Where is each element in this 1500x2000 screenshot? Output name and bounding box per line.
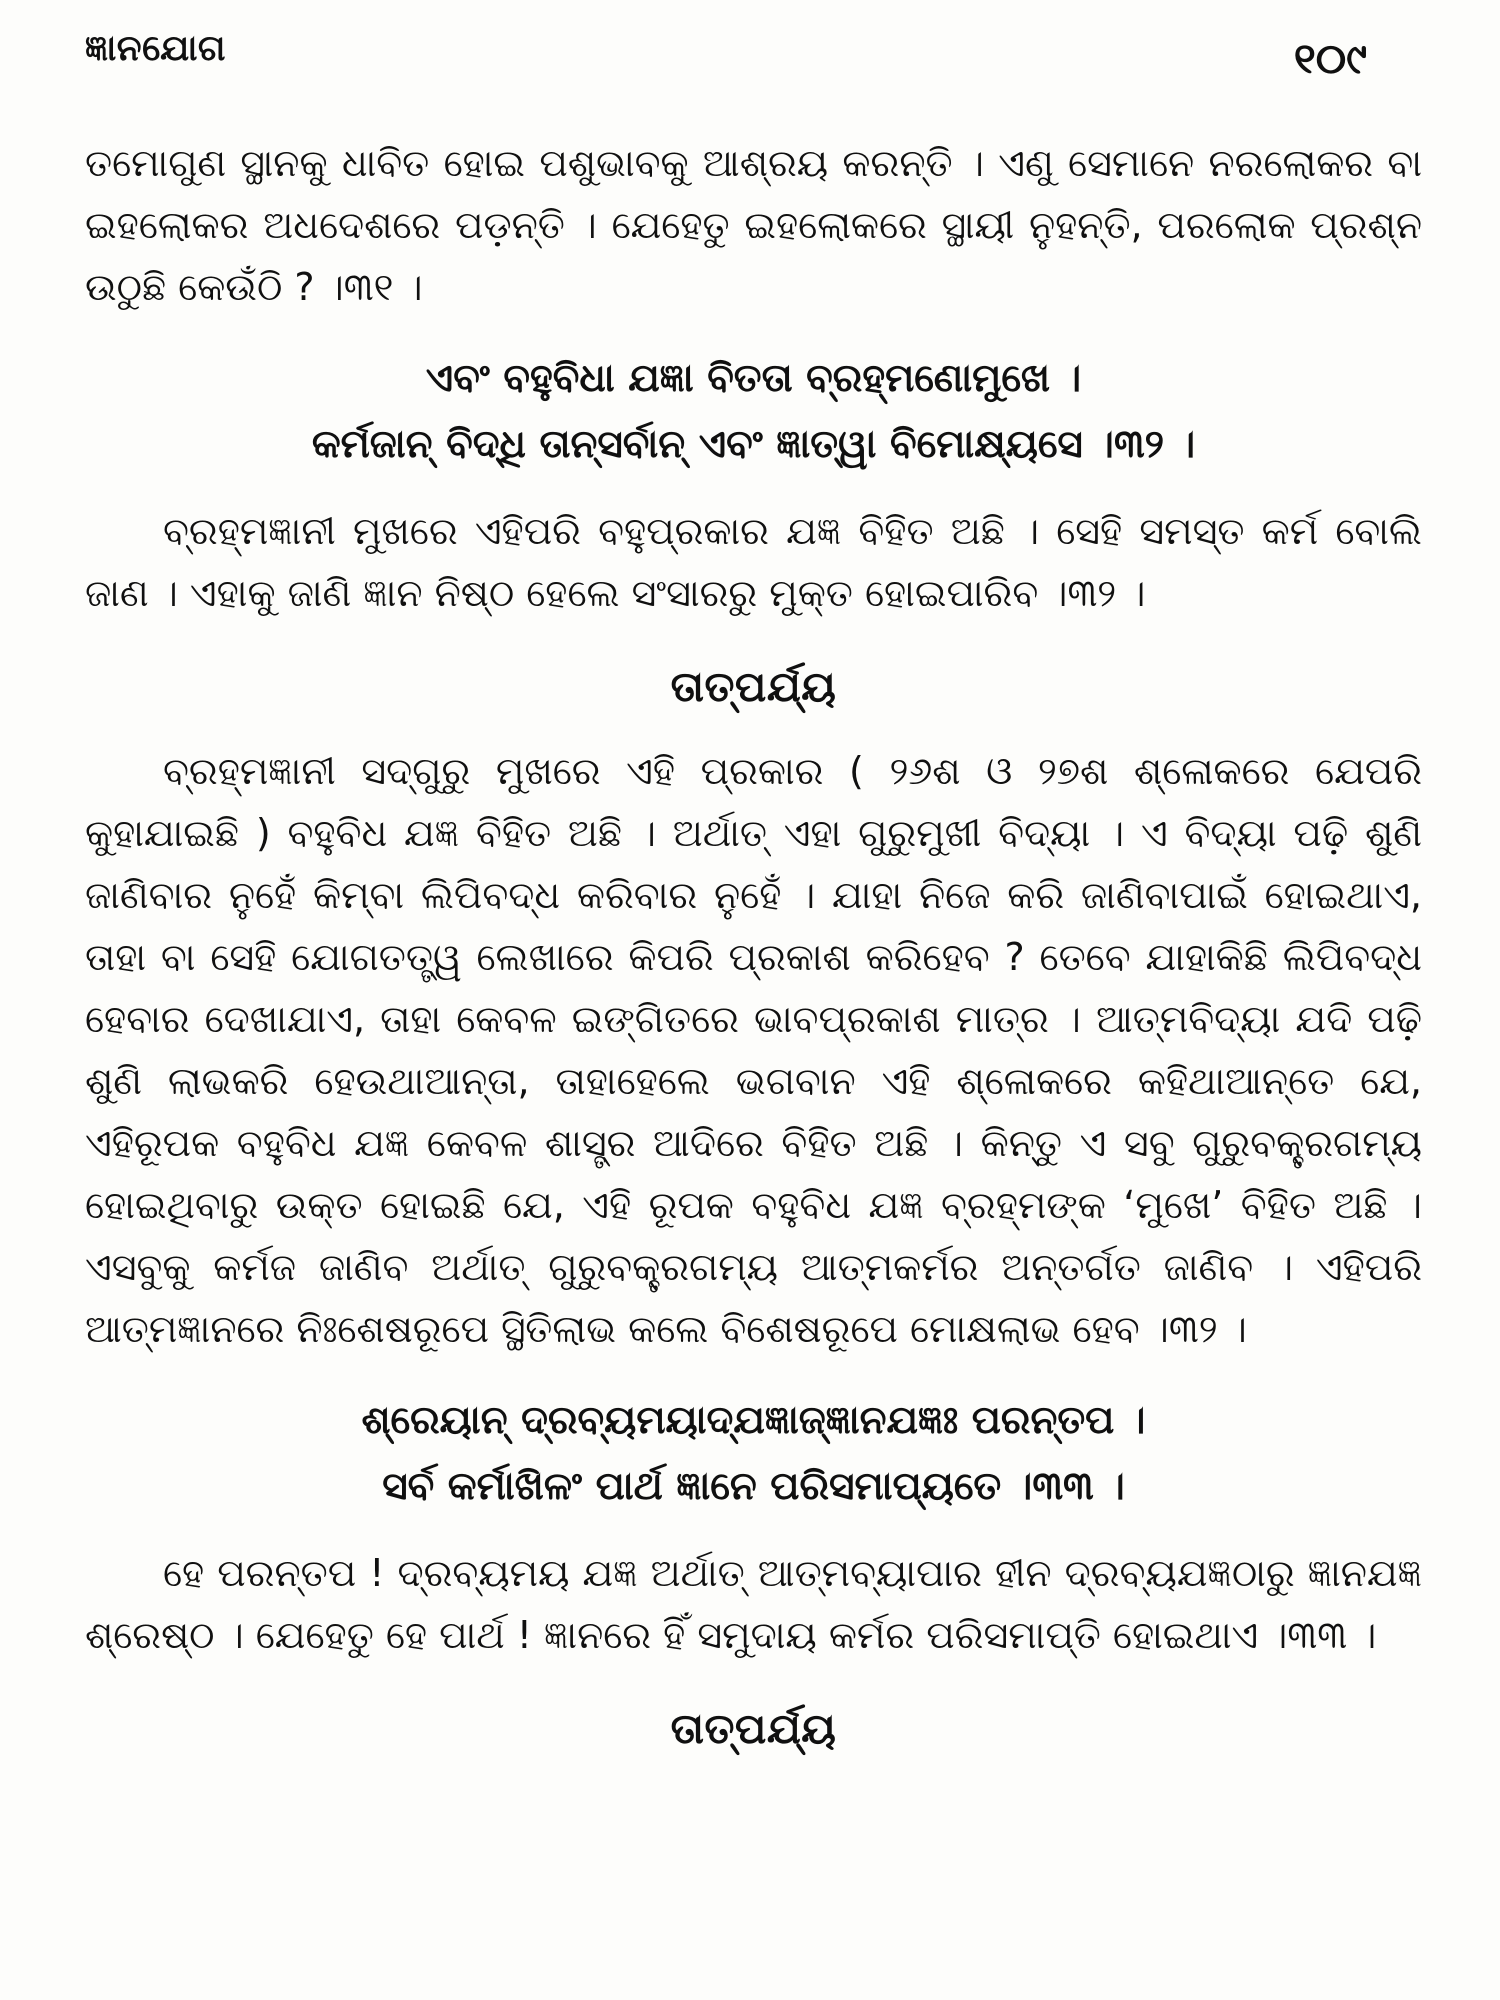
paragraph-tatparya-32: ବ୍ରହ୍ମଜ୍ଞାନୀ ସଦ୍‌ଗୁରୁ ମୁଖରେ ଏହି ପ୍ରକାର ( ୨୬ଶ ଓ ୨୭ଶ ଶ୍ଳୋକରେ ଯେପରି କୁହାଯାଇଛି ) ବହୁବିଧ ଯଜ୍ଞ ବିହିତ ଅଛି । ଅର୍ଥାତ୍ ଏହା ଗୁରୁମୁଖୀ ବିଦ୍ୟା । ଏ ବିଦ୍ୟା ପଢ଼ି ଶୁଣି ଜାଣିବାର ନୁହେଁ କିମ୍ବା ଲିପିବଦ୍ଧ କରିବାର ନୁହେଁ । ଯାହା ନିଜେ କରି ଜାଣିବାପାଇଁ ହୋଇଥାଏ, ତାହା ବା ସେହି ଯୋଗତତ୍ତ୍ୱ ଲେଖାରେ କିପରି ପ୍ରକାଶ କରିହେବ ? ତେବେ ଯାହାକିଛି ଲିପିବଦ୍ଧ ହେବାର ଦେଖାଯାଏ, ତାହା କେବଳ ଇଙ୍ଗିତରେ ଭାବପ୍ରକାଶ ମାତ୍ର । ଆତ୍ମବିଦ୍ୟା ଯଦି ପଢ଼ି ଶୁଣି ଲାଭକରି ହେଉଥାଆନ୍ତା, ତାହାହେଲେ ଭଗବାନ ଏହି ଶ୍ଳୋକରେ କହିଥାଆନ୍ତେ ଯେ, ଏହିରୂପକ ବହୁବିଧ ଯଜ୍ଞ କେବଳ ଶାସ୍ତ୍ର ଆଦିରେ ବିହିତ ଅଛି । କିନ୍ତୁ ଏ ସବୁ ଗୁରୁବକ୍ତ୍ରଗମ୍ୟ ହୋଇଥିବାରୁ ଉକ୍ତ ହୋଇଛି ଯେ, ଏହି ରୂପକ ବହୁବିଧ ଯଜ୍ଞ ବ୍ରହ୍ମଙ୍କ ‘ମୁଖେ’ ବିହିତ ଅଛି । ଏସବୁକୁ କର୍ମଜ ଜାଣିବ ଅର୍ଥାତ୍ ଗୁରୁବକ୍ତ୍ରଗମ୍ୟ ଆତ୍ମକର୍ମର ଅନ୍ତର୍ଗତ ଜାଣିବ । ଏହିପରି ଆତ୍ମଜ୍ଞାନରେ ନିଃଶେଷରୂପେ ସ୍ଥିତିଲାଭ କଲେ ବିଶେଷରୂପେ ମୋକ୍ଷଲାଭ ହେବ ।୩୨ ।: [85, 749, 1422, 1351]
running-title: ଜ୍ଞାନଯୋଗ: [85, 28, 227, 69]
heading-tatparya-33: ତାତ୍ପର୍ଯ୍ୟ: [670, 1704, 837, 1753]
shloka-33: [85, 1388, 1422, 1520]
shloka-32: [85, 346, 1422, 478]
paragraph-verse-32-translation: ବ୍ରହ୍ମଜ୍ଞାନୀ ମୁଖରେ ଏହିପରି ବହୁପ୍ରକାର ଯଜ୍ଞ ବିହିତ ଅଛି । ସେହି ସମସ୍ତ କର୍ମ ବୋଲି ଜାଣ । ଏହାକୁ ଜାଣି ଜ୍ଞାନ ନିଷ୍ଠ ହେଲେ ସଂସାରରୁ ମୁକ୍ତ ହୋଇପାରିବ ।୩୨ ।: [85, 509, 1422, 615]
paragraph-verse-33-translation: ହେ ପରନ୍ତପ ! ଦ୍ରବ୍ୟମୟ ଯଜ୍ଞ ଅର୍ଥାତ୍ ଆତ୍ମବ୍ୟାପାର ହୀନ ଦ୍ରବ୍ୟଯଜ୍ଞଠାରୁ ଜ୍ଞାନଯଜ୍ଞ ଶ୍ରେଷ୍ଠ । ଯେହେତୁ ହେ ପାର୍ଥ ! ଜ୍ଞାନରେ ହିଁ ସମୁଦାୟ କର୍ମର ପରିସମାପ୍ତି ହୋଇଥାଏ ।୩୩ ।: [85, 1551, 1422, 1657]
shloka-33-line-1: ଶ୍ରେୟାନ୍ ଦ୍ରବ୍ୟମୟାଦ୍‌ଯଜ୍ଞାଜ୍‌ଜ୍ଞାନଯଜ୍ଞଃ ପରନ୍ତପ ।: [361, 1398, 1146, 1443]
paragraph-verse-31-translation: ତମୋଗୁଣ ସ୍ଥାନକୁ ଧାବିତ ହୋଇ ପଶୁଭାବକୁ ଆଶ୍ରୟ କରନ୍ତି । ଏଣୁ ସେମାନେ ନରଲୋକର ବା ଇହଲୋକର ଅଧଦେଶରେ ପଡ଼ନ୍ତି । ଯେହେତୁ ଇହଲୋକରେ ସ୍ଥାୟୀ ନୁହନ୍ତି, ପରଲୋକ ପ୍ରଶ୍ନ ଉଠୁଛି କେଉଁଠି ? ।୩୧ ।: [85, 141, 1422, 309]
shloka-32-line-2: କର୍ମଜାନ୍ ବିଦ୍ଧି ତାନ୍‌ସର୍ବାନ୍ ଏବଂ ଜ୍ଞାତ୍ୱା ବିମୋକ୍ଷ୍ୟସେ ।୩୨ ।: [311, 422, 1196, 467]
shloka-33-line-2: ସର୍ବ କର୍ମାଖିଳଂ ପାର୍ଥ ଜ୍ଞାନେ ପରିସମାପ୍ୟତେ ।୩୩ ।: [382, 1464, 1125, 1509]
heading-tatparya-32: ତାତ୍ପର୍ଯ୍ୟ: [670, 662, 837, 711]
shloka-32-line-1: ଏବଂ ବହୁବିଧା ଯଜ୍ଞା ବିତତା ବ୍ରହ୍ମଣୋମୁଖେ ।: [425, 356, 1082, 401]
page-number: ୧୦୯: [1293, 34, 1367, 83]
page-header: [85, 28, 1422, 84]
